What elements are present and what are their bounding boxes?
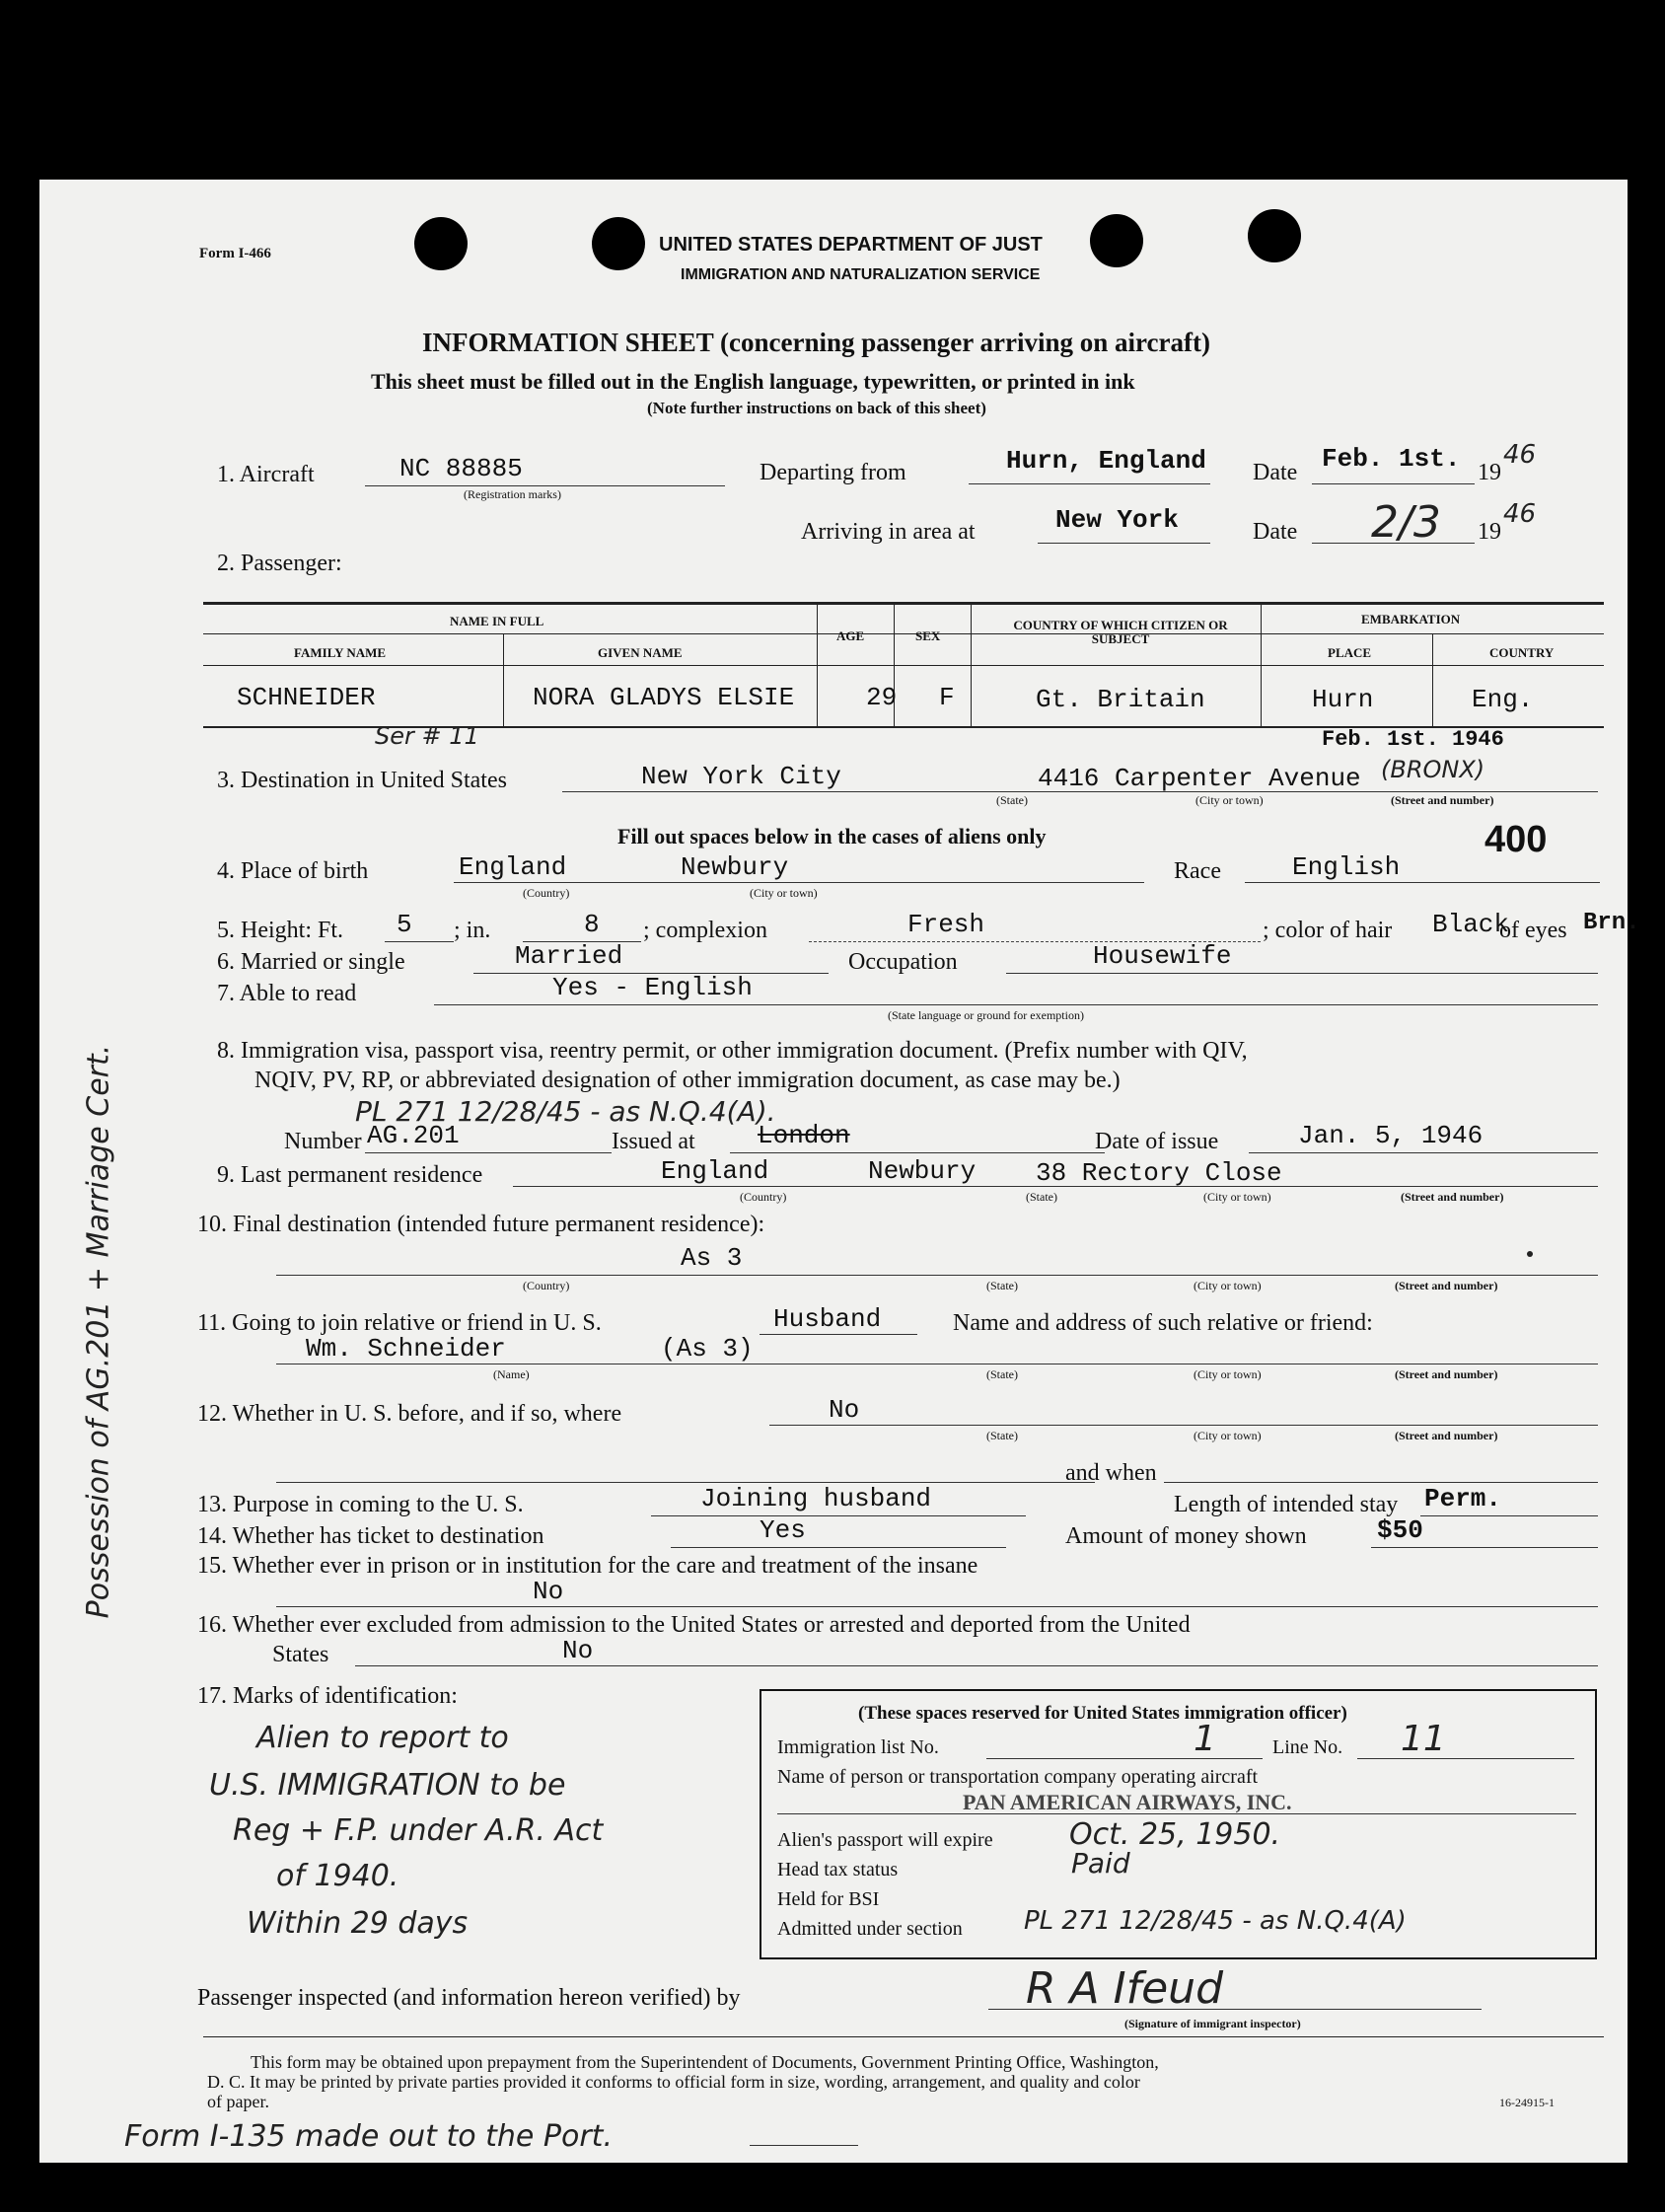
relative-name-value: Wm. Schneider bbox=[306, 1334, 506, 1364]
q3-label: 3. Destination in United States bbox=[217, 768, 507, 793]
q2-label: 2. Passenger: bbox=[217, 551, 342, 576]
arriving-value: New York bbox=[1055, 505, 1179, 535]
q10-label: 10. Final destination (intended future permanent residence): bbox=[197, 1212, 765, 1237]
admitted-label: Admitted under section bbox=[777, 1918, 963, 1940]
q11-name-caption: (Name) bbox=[493, 1367, 530, 1381]
side-handwriting: Possession of AG.201 + Marriage Cert. bbox=[81, 1044, 116, 1619]
hdr-embark-country: COUNTRY bbox=[1489, 645, 1555, 660]
dest-city-value: New York City bbox=[641, 762, 841, 791]
issued-value: London bbox=[758, 1121, 850, 1150]
q10-city-caption: (City or town) bbox=[1194, 1279, 1262, 1292]
footer-line2: D. C. It may be printed by private parties provided it conforms to official form in size, wording, arrangement, and quality and color bbox=[207, 2072, 1140, 2092]
ticket-value: Yes bbox=[760, 1515, 806, 1545]
q9-state-caption: (State) bbox=[1026, 1190, 1057, 1204]
bottom-handwriting: Form I-135 made out to the Port. bbox=[124, 2119, 613, 2154]
doi-value: Jan. 5, 1946 bbox=[1298, 1121, 1484, 1150]
inspected-label: Passenger inspected (and information hereon verified) by bbox=[197, 1985, 741, 2011]
q4-country-caption: (Country) bbox=[523, 886, 570, 900]
money-value: $50 bbox=[1377, 1515, 1423, 1545]
embark-date-value: Feb. 1st. 1946 bbox=[1322, 727, 1504, 752]
issued-label: Issued at bbox=[612, 1129, 695, 1154]
punch-hole bbox=[414, 217, 468, 270]
page-title: INFORMATION SHEET (concerning passenger arriving on aircraft) bbox=[422, 328, 1210, 357]
footer-line3: of paper. bbox=[207, 2092, 269, 2111]
hdr-family-name: FAMILY NAME bbox=[294, 645, 387, 660]
age-value: 29 bbox=[866, 683, 898, 712]
form-page bbox=[39, 180, 1640, 2163]
join-relation-value: Husband bbox=[773, 1304, 882, 1334]
form-number: Form I-466 bbox=[199, 246, 271, 261]
birth-city-value: Newbury bbox=[681, 852, 789, 882]
q11-label2: Name and address of such relative or friend: bbox=[953, 1310, 1373, 1336]
q12-state-caption: (State) bbox=[986, 1429, 1018, 1442]
q7-label: 7. Able to read bbox=[217, 981, 357, 1006]
marks-line2: U.S. IMMIGRATION to be bbox=[209, 1768, 566, 1803]
date-label: Date bbox=[1253, 460, 1298, 485]
ser-note: Ser # 11 bbox=[375, 722, 479, 750]
headtax-label: Head tax status bbox=[777, 1859, 899, 1880]
citizen-country-value: Gt. Britain bbox=[1036, 685, 1205, 714]
date2-value: 2/3 bbox=[1371, 497, 1441, 548]
line-label: Line No. bbox=[1272, 1736, 1343, 1758]
given-name-value: NORA GLADYS ELSIE bbox=[533, 683, 795, 712]
q3-city-caption: (City or town) bbox=[1195, 793, 1264, 807]
list-label: Immigration list No. bbox=[777, 1736, 939, 1758]
family-name-value: SCHNEIDER bbox=[237, 683, 376, 712]
company-label: Name of person or transportation company operating aircraft bbox=[777, 1766, 1259, 1788]
hdr-place: PLACE bbox=[1328, 645, 1372, 660]
date-value: Feb. 1st. bbox=[1322, 444, 1461, 474]
q9-label: 9. Last permanent residence bbox=[217, 1162, 483, 1188]
marks-line5: Within 29 days bbox=[247, 1906, 469, 1941]
race-value: English bbox=[1292, 852, 1401, 882]
us-before-value: No bbox=[829, 1395, 860, 1425]
q11-state-caption: (State) bbox=[986, 1367, 1018, 1381]
arriving-label: Arriving in area at bbox=[801, 519, 976, 545]
reg-caption: (Registration marks) bbox=[464, 487, 561, 501]
hdr-age: AGE bbox=[836, 628, 865, 643]
q14-label: 14. Whether has ticket to destination bbox=[197, 1523, 544, 1549]
company-value: PAN AMERICAN AIRWAYS, INC. bbox=[963, 1790, 1292, 1814]
q9-country-caption: (Country) bbox=[740, 1190, 787, 1204]
punch-hole bbox=[1248, 209, 1301, 262]
q11-city-caption: (City or town) bbox=[1194, 1367, 1262, 1381]
line-value: 11 bbox=[1401, 1719, 1446, 1759]
q7-caption: (State language or ground for exemption) bbox=[888, 1008, 1084, 1022]
q17-label: 17. Marks of identification: bbox=[197, 1683, 458, 1709]
stay-value: Perm. bbox=[1424, 1484, 1502, 1513]
footer-line1: This form may be obtained upon prepayment from the Superintendent of Documents, Government Printing Office, Washington, bbox=[251, 2052, 1159, 2072]
eyes-label: of eyes bbox=[1499, 918, 1567, 943]
marks-line1: Alien to report to bbox=[256, 1721, 509, 1755]
eyes-value: Brn. bbox=[1583, 910, 1640, 936]
complexion-value: Fresh bbox=[907, 910, 985, 939]
q4-label: 4. Place of birth bbox=[217, 858, 369, 884]
big-number: 400 bbox=[1484, 819, 1548, 860]
residence-city-value: Newbury bbox=[868, 1156, 977, 1186]
q16-label2: States bbox=[272, 1642, 329, 1667]
q11-label: 11. Going to join relative or friend in U. S. bbox=[197, 1310, 602, 1336]
height-ft-value: 5 bbox=[397, 910, 412, 939]
sex-value: F bbox=[939, 683, 955, 712]
q9-city-caption: (City or town) bbox=[1203, 1190, 1271, 1204]
footer-code: 16-24915-1 bbox=[1499, 2096, 1555, 2109]
doi-label: Date of issue bbox=[1095, 1129, 1219, 1154]
q8-handwritten: PL 271 12/28/45 - as N.Q.4(A). bbox=[355, 1095, 776, 1128]
marks-line4: of 1940. bbox=[276, 1859, 399, 1893]
q13-label: 13. Purpose in coming to the U. S. bbox=[197, 1492, 524, 1517]
marks-line3: Reg + F.P. under A.R. Act bbox=[233, 1813, 604, 1848]
occupation-value: Housewife bbox=[1093, 941, 1232, 971]
hdr-sex: SEX bbox=[915, 628, 941, 643]
dest-street-value: 4416 Carpenter Avenue bbox=[1038, 764, 1361, 793]
page-note: (Note further instructions on back of this sheet) bbox=[647, 399, 986, 417]
passport-label: Alien's passport will expire bbox=[777, 1829, 993, 1851]
q4-city-caption: (City or town) bbox=[750, 886, 818, 900]
q1-label: 1. Aircraft bbox=[217, 462, 315, 487]
year-prefix: 19 bbox=[1478, 460, 1501, 485]
date2-label: Date bbox=[1253, 519, 1298, 545]
excluded-value: No bbox=[562, 1636, 594, 1665]
list-value: 1 bbox=[1194, 1719, 1216, 1759]
bsi-label: Held for BSI bbox=[777, 1888, 880, 1910]
money-label: Amount of money shown bbox=[1065, 1523, 1307, 1549]
q6-label: 6. Married or single bbox=[217, 949, 405, 975]
purpose-value: Joining husband bbox=[700, 1484, 932, 1513]
residence-street-value: 38 Rectory Close bbox=[1036, 1158, 1282, 1188]
height-in-value: 8 bbox=[584, 910, 600, 939]
officer-title: (These spaces reserved for United States immigration officer) bbox=[858, 1703, 1347, 1724]
occupation-label: Occupation bbox=[848, 949, 958, 975]
complexion-label: ; complexion bbox=[643, 918, 767, 943]
doc-number-value: AG.201 bbox=[367, 1121, 460, 1150]
birth-country-value: England bbox=[459, 852, 567, 882]
and-when-label: and when bbox=[1065, 1460, 1157, 1486]
embark-country-value: Eng. bbox=[1472, 685, 1534, 714]
hair-label: ; color of hair bbox=[1263, 918, 1393, 943]
year2-value: 46 bbox=[1503, 499, 1537, 529]
q11-street-caption: (Street and number) bbox=[1395, 1367, 1498, 1381]
headtax-value: Paid bbox=[1071, 1847, 1130, 1880]
aircraft-value: NC 88885 bbox=[399, 454, 523, 483]
final-dest-value: As 3 bbox=[681, 1243, 743, 1273]
q8-label2: NQIV, PV, RP, or abbreviated designation of other immigration document, as case may be.) bbox=[254, 1068, 1121, 1093]
service-name: IMMIGRATION AND NATURALIZATION SERVICE bbox=[681, 266, 1041, 283]
q10-country-caption: (Country) bbox=[523, 1279, 570, 1292]
residence-country-value: England bbox=[661, 1156, 769, 1186]
q10-state-caption: (State) bbox=[986, 1279, 1018, 1292]
departing-value: Hurn, England bbox=[1006, 446, 1206, 476]
q16-label: 16. Whether ever excluded from admission to the United States or arrested and deported from the United bbox=[197, 1612, 1191, 1638]
race-label: Race bbox=[1174, 858, 1221, 884]
punch-hole bbox=[1090, 214, 1143, 267]
q5-label: 5. Height: Ft. bbox=[217, 918, 344, 943]
admitted-value: PL 271 12/28/45 - as N.Q.4(A) bbox=[1024, 1906, 1407, 1936]
departing-label: Departing from bbox=[760, 460, 906, 485]
hdr-embarkation: EMBARKATION bbox=[1361, 612, 1461, 627]
aliens-note: Fill out spaces below in the cases of aliens only bbox=[617, 824, 1047, 848]
q10-street-caption: (Street and number) bbox=[1395, 1279, 1498, 1292]
q12-street-caption: (Street and number) bbox=[1395, 1429, 1498, 1442]
signature-caption: (Signature of immigrant inspector) bbox=[1124, 2017, 1301, 2030]
passport-value: Oct. 25, 1950. bbox=[1069, 1817, 1281, 1852]
married-value: Married bbox=[515, 941, 623, 971]
dest-bronx: (BRONX) bbox=[1381, 756, 1485, 783]
department-name: UNITED STATES DEPARTMENT OF JUST bbox=[659, 234, 1043, 256]
in-label: ; in. bbox=[454, 918, 491, 943]
q12-label: 12. Whether in U. S. before, and if so, where bbox=[197, 1401, 622, 1427]
read-value: Yes - English bbox=[552, 973, 753, 1002]
embark-place-value: Hurn bbox=[1312, 685, 1374, 714]
q15-label: 15. Whether ever in prison or in institution for the care and treatment of the insane bbox=[197, 1553, 978, 1579]
year-value: 46 bbox=[1503, 440, 1537, 470]
hdr-given-name: GIVEN NAME bbox=[598, 645, 683, 660]
punch-hole bbox=[592, 217, 645, 270]
page-subtitle: This sheet must be filled out in the English language, typewritten, or printed in ink bbox=[371, 369, 1135, 394]
q8-label: 8. Immigration visa, passport visa, reentry permit, or other immigration document. (Prefix number with QIV, bbox=[217, 1038, 1248, 1064]
q12-city-caption: (City or town) bbox=[1194, 1429, 1262, 1442]
q9-street-caption: (Street and number) bbox=[1401, 1190, 1504, 1204]
inspector-signature: R A Ifeud bbox=[1026, 1963, 1223, 2014]
number-label: Number bbox=[284, 1129, 362, 1154]
q3-street-caption: (Street and number) bbox=[1391, 793, 1494, 807]
hair-value: Black bbox=[1432, 910, 1510, 939]
q3-state-caption: (State) bbox=[996, 793, 1028, 807]
prison-value: No bbox=[533, 1577, 564, 1606]
stay-label: Length of intended stay bbox=[1174, 1492, 1399, 1517]
relative-as3: (As 3) bbox=[661, 1334, 754, 1364]
year2-prefix: 19 bbox=[1478, 519, 1501, 545]
hdr-name-in-full: NAME IN FULL bbox=[450, 614, 544, 628]
hdr-country: COUNTRY OF WHICH CITIZEN OR SUBJECT bbox=[1013, 618, 1228, 646]
